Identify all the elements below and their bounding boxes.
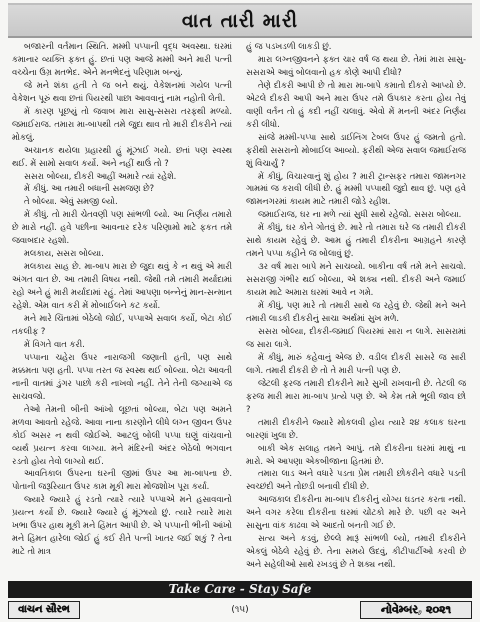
paragraph: મેં કીધું, પણ મારે તો તમારી સાથે જ રહેવું છે. જેથી મને અને તમારી લાડકી દીકરીનું સાચા અર્થમાં સુખ મળે.	[246, 300, 466, 324]
article-title: વાત તારી મારી	[181, 10, 299, 32]
paragraph: મલકાય સાહ છે. મા-બાપ મારા છે જુદા થવું કે ન થવું એ મારી અંગત વાત છે. આ તમારી વિષય નથી. જેથી તમે તમારી મર્યાદામાં રહો અને હું મારી મર્યાદામાં રહું. તેમાં આપણા બન્નેનું માન-સન્માન રહેશે. એમ વાત કરી મેં મોબાઈલને કટ કર્યો.	[12, 261, 232, 311]
paragraph: તે બોલ્યા. એવું સમજી લ્યો.	[24, 196, 118, 207]
stay-safe-banner: Take Care - Stay Safe	[8, 581, 472, 598]
left-column	[12, 40, 232, 576]
paragraph: બાકી એક સલાહ તમને આપું. તમે દીકરીના ઘરમાં માથું ના મારો. એ આપણા એકબીજાના હિતમાં છે.	[246, 442, 466, 466]
paragraph: તેઓ તેમની બીની આંખો લૂછતાં બોલ્યા, બેટા પણ અમને મળવા આવતો રહેજે. આવા નાના કારણોને લીધે લગ્ન જીવન ઉપર કોઈ અસર ન થવી જોઈએ. આટલું બોલી પપ્પા ઘણું વાંચવાનો વ્યર્થ પ્રયત્ન કરવા લાગ્યા. મને મંદિરની અંદર બેઠેલો ભગવાન રડતો હોય તેવો લાગ્યો થઈ.	[12, 403, 232, 466]
page-footer	[8, 601, 472, 619]
paragraph: મેં કીધું. તો મારી ચેતવણી પણ સાંભળી લ્યો. આ નિર્ણય તમારો છે મારો નહીં. હવે પછીના આવનાર દરેક પરિણામો માટે ફકત તમે જવાબદાર રહશો.	[12, 209, 232, 246]
paragraph: હું જ પડખડળી લાકડી છું.	[246, 41, 332, 51]
paragraph: મેં કીધું, મારું કહેવાનું એજ છે. વડીલ દીકરી સાસરે જ સારી લાગે. તમારી દીકરી છે તો તે મારી પત્ની પણ છે.	[246, 351, 466, 375]
paragraph: મેં કીધું, ઘર કોને ગોતવું છે. મારે તો તમારા ઘરે જ તમારી દીકરી સાથે કાયમ રહેવું છે. આમ હું તમારી દીકરીના આગ્રહને કારણે તમને પપ્પા કહીને જ બોલાવું છું.	[246, 222, 466, 259]
magazine-name: વાચન સૌરભ	[8, 601, 80, 619]
paragraph: તમારી દીકરીને જ્યારે મોકલવી હોય ત્યારે ૨૪ કલાક ઘરના બારણાં ખુલા છે.	[246, 416, 466, 440]
paragraph: મેં વિગતે વાત કરી.	[24, 338, 85, 349]
right-column	[246, 40, 466, 576]
paragraph: મેં કીધું. આ તમારી બધાની સમજણ છે?	[24, 183, 155, 194]
paragraph: મેં કીધું, વિચારવાનું શું હોય ? મારી ટ્રાન્સફર તમારા જામનગર ગામમાં જ કરાવી લીધી છે. હું મમ્મી પપ્પાથી જુદો થાવ છું. પણ હવે જામનગરમાં કાયમ માટે તમારી જોડે રહીશ.	[246, 170, 466, 207]
title-banner	[8, 3, 472, 38]
paragraph: આજકાલ દીકરીના મા-બાપ દીકરીનું યોગ્ય ઘડતર કરતા નથી. અને વગર કરેલા દીકરીના ઘરમાં ચોંટકો મારે છે. પછી વર અને સાસુના વાંક કાઢવા એ આદતો બનતી ગઈ છે.	[246, 494, 466, 531]
paragraph: તેણે દીકરી આપી છે તો મારા મા-બાપે કમાતો દીકરો આપ્યો છે. એટલે દીકરી આપી અને મારા ઉપર તમે ઉપકાર કરતા હોય તેવું વાણી વર્તન તો હું કદી નહીં ચલાવું. એવો મેં મનની અંદર નિર્ણય કરી લીધો.	[246, 79, 466, 129]
paragraph: તમારા લાડ અને વધારે પડતા પ્રેમ તમારી છોકરીને વધારે પડતી સ્વચ્છંદી અને તોછડી બનાવી દીધી છે.	[246, 468, 466, 492]
paragraph: જેટલી ફરજ તમારી દીકરીને મારે સુખી રાખવાની છે. તેટલી જ ફરજ મારી મારા મા-બાપ પ્રત્યે પણ છે. એ કેમ તમે ભૂલી જાવ છો ?	[246, 377, 466, 414]
paragraph: ૩ર વર્ષ મારા બાપે મને સાચવ્યો. બાકીના વર્ષ તમે મને સાચવો. સસરાજી ગંભીર થઈ બોલ્યા, એ શક્ય નથી. દીકરી અને જમાઈ કાયમ માટે અમારા ઘરમાં આવે ન ગમે.	[246, 261, 466, 298]
paragraph: મને મારે ચિંતામાં બેઠેલો જોઈ, પપ્પાએ સવાલ કર્યો, બેટા કોઈ તકલીફ ?	[12, 313, 232, 336]
paragraph: જ્યારે જ્યારે હું રડતો ત્યારે ત્યારે પપ્પાએ મને હસાવવાનો પ્રયત્ન કર્યો છે. જ્યારે જ્યારે હું મૂંઝાયો છું. ત્યારે ત્યારે મારા ખભા ઉપર હાથ મૂકી મને હિંમત આપી છે. એ પપ્પાની ભીની આંખો મને હિંમત હારેલા જોઈ હું કઈ રીતે પત્ની ખાતર જઈ શકું ? તેના માટે તો માત્ર	[12, 494, 232, 557]
paragraph: સસરા બોલ્યા, દીકરી-જમાઈ પિયરમાં સારા ન લાગે. સાસરામાં જ સારા લાગે.	[246, 325, 466, 349]
paragraph: સસરા બોલ્યા, દીકરી આહીં અમારે ત્યાં રહેશે.	[24, 170, 177, 181]
paragraph: પપ્પાના ચહેરા ઉપર નારાજગી જણાતી હતી, પણ સાથે મક્કમતા પણ હતી. પપ્પા તરત જ સ્વસ્થ થઈ બોલ્યા. બેટા આવતી નાની વાતમાં ડુંગર પાછો કરી નાખવો નહીં. તેને તેની જગ્યાએ જ સાચવજો.	[12, 351, 232, 401]
paragraph: મારા લગ્નજીવનને ફક્ત ચાર વર્ષ જ થયા છે. તેમાં મારા સાસુ-સસરાએ આવું બોલવાનો હક કોણે આપી દીધો?	[246, 53, 466, 77]
paragraph: બજારની વર્તમાન સ્થિતિ. મમ્મી પપ્પાની વૃદ્ધ અવસ્થા. ઘરમાં કમાનાર વ્યક્તિ ફક્ત હું. છતાં પણ આજે મમ્મી અને મારી પત્ની વચ્ચેના ઉગ્ર મતભેદ. એને મનભેદનું પરિણામ બન્યું.	[12, 41, 232, 77]
paragraph: સત્ય અને કડવું, છેલ્લે મારૂં સાંભળી લ્યો, તમારી દીકરીને એકલું બેઠેલે રહેવું છે. તેના સમયે ઉદવું, કીટીપાર્ટીઓ કરવી છે અને સહેલીઓ સાથે રખડવું છે તે શક્ય નથી.	[246, 533, 466, 570]
paragraph: જે મને શંકા હતી તે જ બને થયું. વેકેશનમાં ગયેલ પત્ની વેકેશન પૂરું થવા છતાં પિયરથી પાછા આવવાનું નામ નહોતી લેતી.	[12, 79, 232, 103]
paragraph: મેં કારણ પૂછયું તો જવાબ મારા સાસુ-સસરા તરફથી મળ્યો. જમાઈરાજ. તમારા મા-બાપથી તમે જુદા થાવ તો મારી દીકરીને ત્યાં મોકલું.	[12, 105, 232, 142]
page-number: (૧૫)	[231, 605, 249, 615]
paragraph: અચાનક થયેલા પ્રહારથી હું મૂંઝાઈ ગયો. છતાં પણ સ્વસ્થ થઈ. મેં સામો સવાલ કર્યો. અને નહીં થાઉં તો ?	[12, 144, 232, 168]
paragraph: સાંજે મમ્મી-પપ્પા સાથે ડાઈનિંગ ટેબલ ઉપર હું જમતો હતો. ફરીથી સસરાનો મોબાઈલ આવ્યો. ફરીથી એજ સવાલ જમાઈરાજ શું વિચાર્યું ?	[246, 131, 466, 168]
paragraph: મલકાય, સસરા બોલ્યા.	[24, 248, 104, 259]
issue-date: નોવેમ્બર, ૨૦૨૧	[360, 601, 472, 619]
paragraph: આવતિકાલ ઉપરના ઘરની જીમાં ઉપર આ મા-બાપના છે. પોતાની જરૂરિયાત ઉપર કામ મૂકી મારા મોજશોખ પૂરા કર્યા.	[12, 468, 232, 492]
paragraph: જમાઈરાજ, ઘર ના મળે ત્યાં સુધી સાથે રહેજો. સસરા બોલ્યા.	[258, 209, 462, 220]
